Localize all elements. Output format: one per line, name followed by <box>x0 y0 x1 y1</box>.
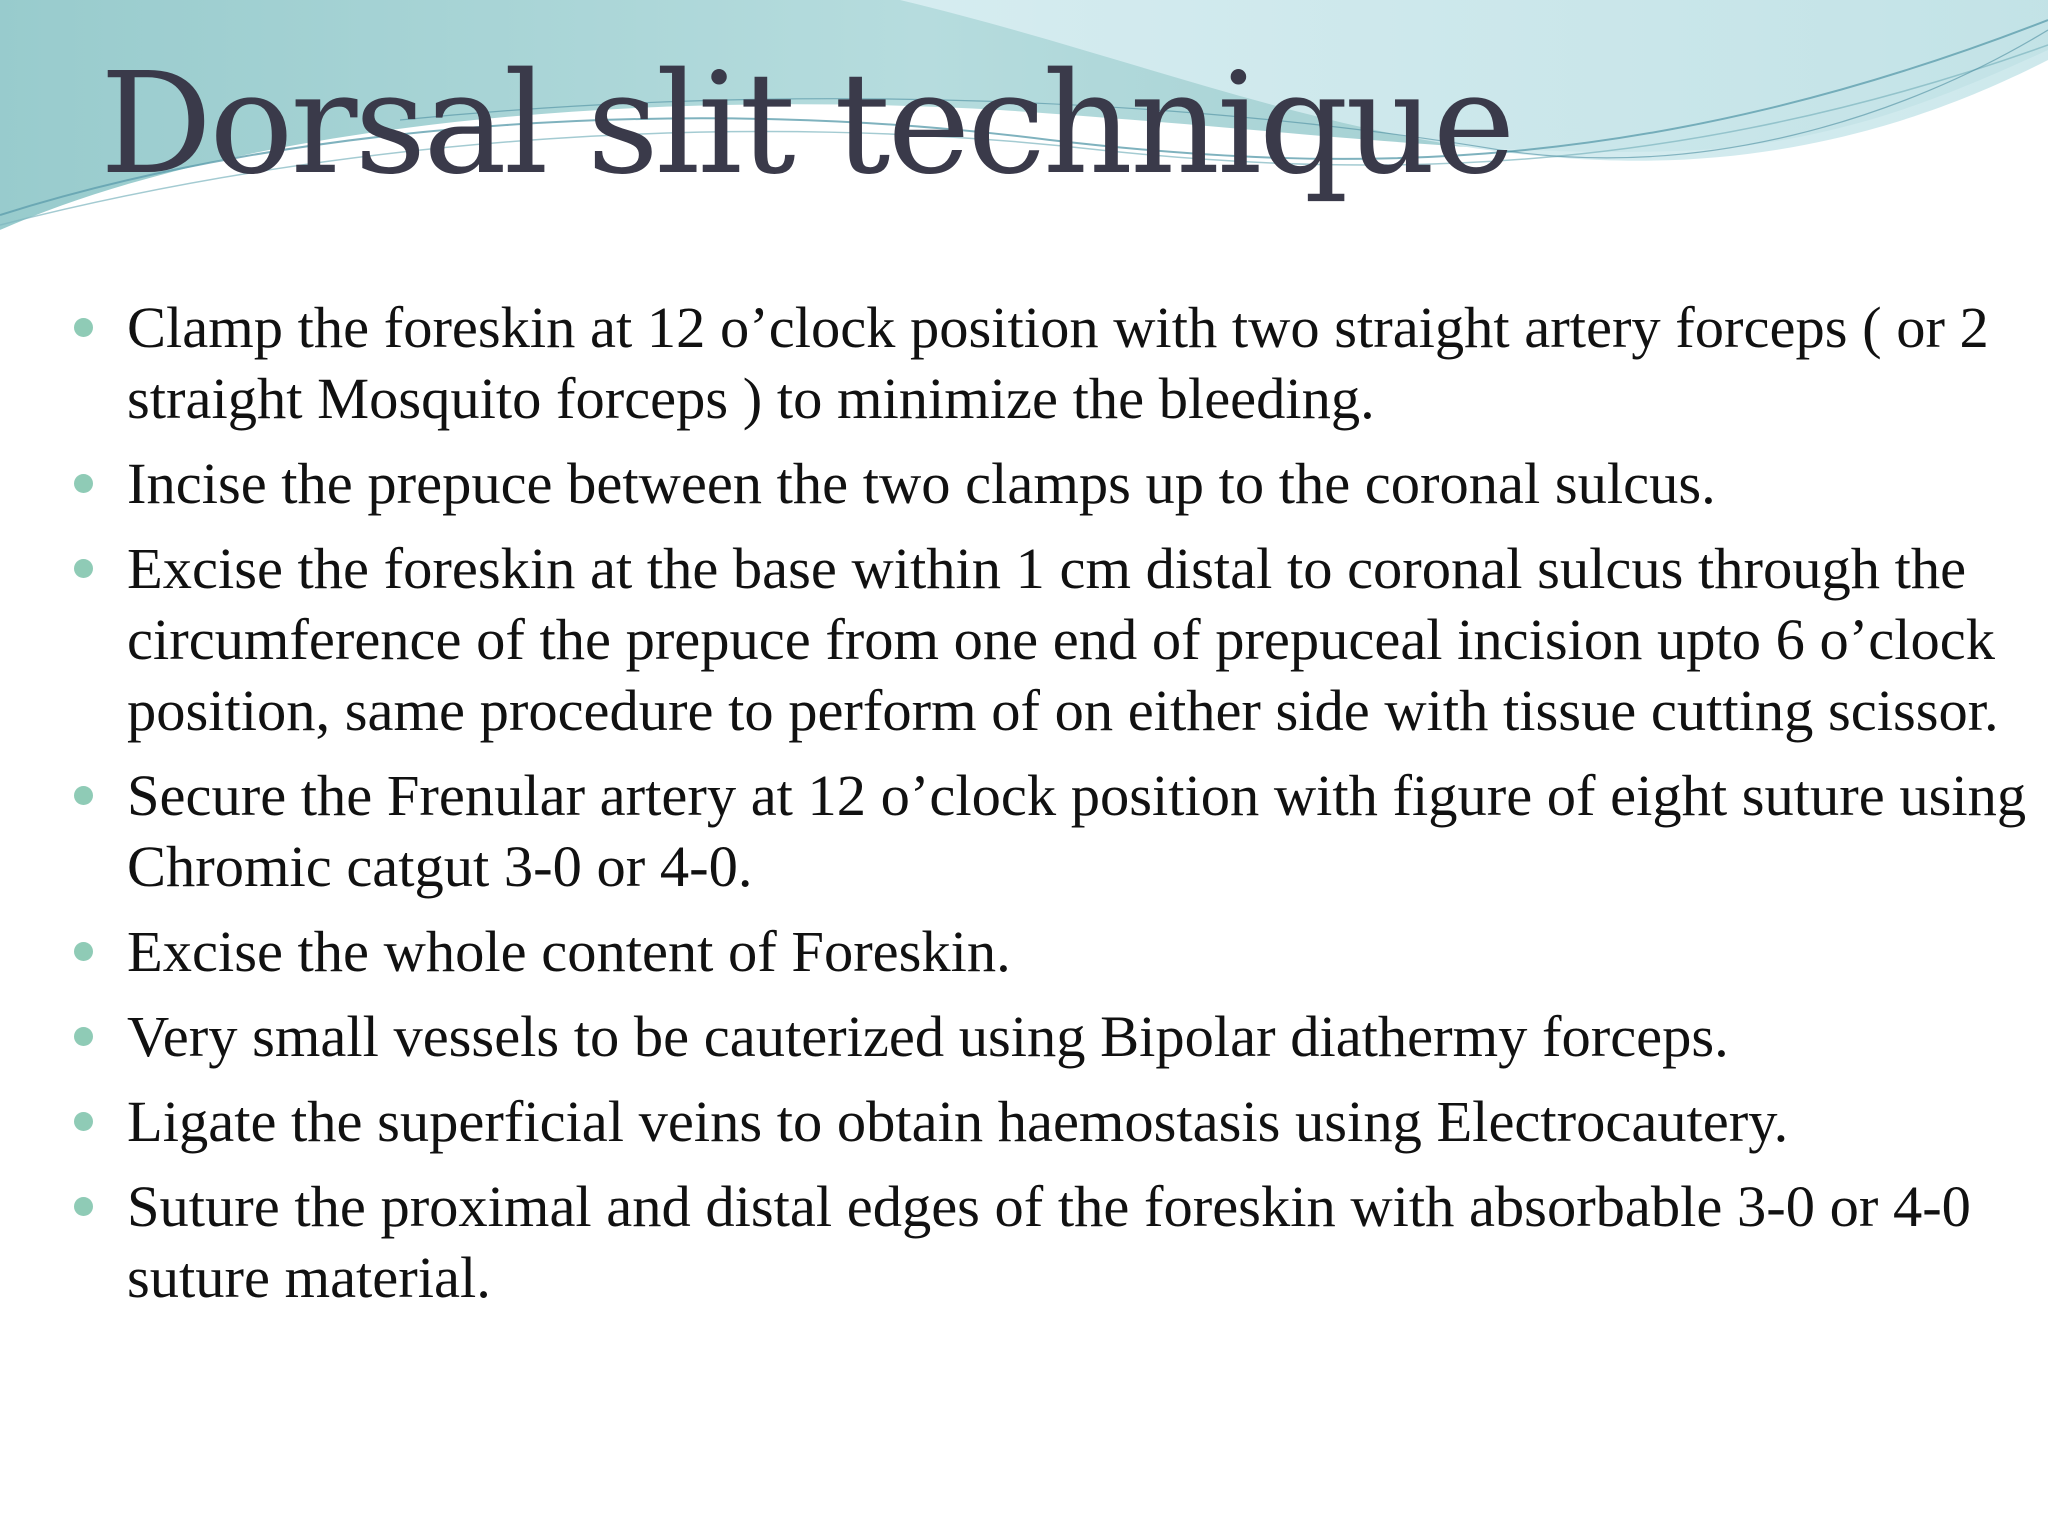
bullet-dot-icon <box>74 786 93 805</box>
list-item <box>74 448 2034 519</box>
bullet-dot-icon <box>74 559 93 578</box>
bullet-dot-icon <box>74 1027 93 1046</box>
bullet-list <box>74 292 2034 1327</box>
slide-title: Dorsal slit technique <box>100 43 1513 206</box>
list-item <box>74 1086 2034 1157</box>
bullet-dot-icon <box>74 318 93 337</box>
bullet-text: Secure the Frenular artery at 12 o’clock position with figure of eight suture using Chromic catgut 3-0 or 4-0. <box>127 763 2027 899</box>
bullet-dot-icon <box>74 474 93 493</box>
list-item <box>74 292 2034 434</box>
bullet-text: Excise the whole content of Foreskin. <box>127 919 1011 984</box>
list-item <box>74 760 2034 902</box>
list-item <box>74 916 2034 987</box>
bullet-text: Very small vessels to be cauterized using Bipolar diathermy forceps. <box>127 1004 1729 1069</box>
bullet-dot-icon <box>74 1197 93 1216</box>
bullet-text: Clamp the foreskin at 12 o’clock position with two straight artery forceps ( or 2 straight Mosquito forceps ) to minimize the bleeding. <box>127 295 1989 431</box>
bullet-dot-icon <box>74 942 93 961</box>
bullet-text: Suture the proximal and distal edges of the foreskin with absorbable 3-0 or 4-0 suture material. <box>127 1174 1971 1310</box>
bullet-dot-icon <box>74 1112 93 1131</box>
bullet-text: Incise the prepuce between the two clamps up to the coronal sulcus. <box>127 451 1716 516</box>
bullet-text: Ligate the superficial veins to obtain haemostasis using Electrocautery. <box>127 1089 1789 1154</box>
list-item <box>74 533 2034 746</box>
list-item <box>74 1171 2034 1313</box>
list-item <box>74 1001 2034 1072</box>
bullet-text: Excise the foreskin at the base within 1 cm distal to coronal sulcus through the circumference of the prepuce from one end of prepuceal incision upto 6 o’clock position, same procedure to perform of on either side with tissue cutting scissor. <box>127 536 1999 743</box>
